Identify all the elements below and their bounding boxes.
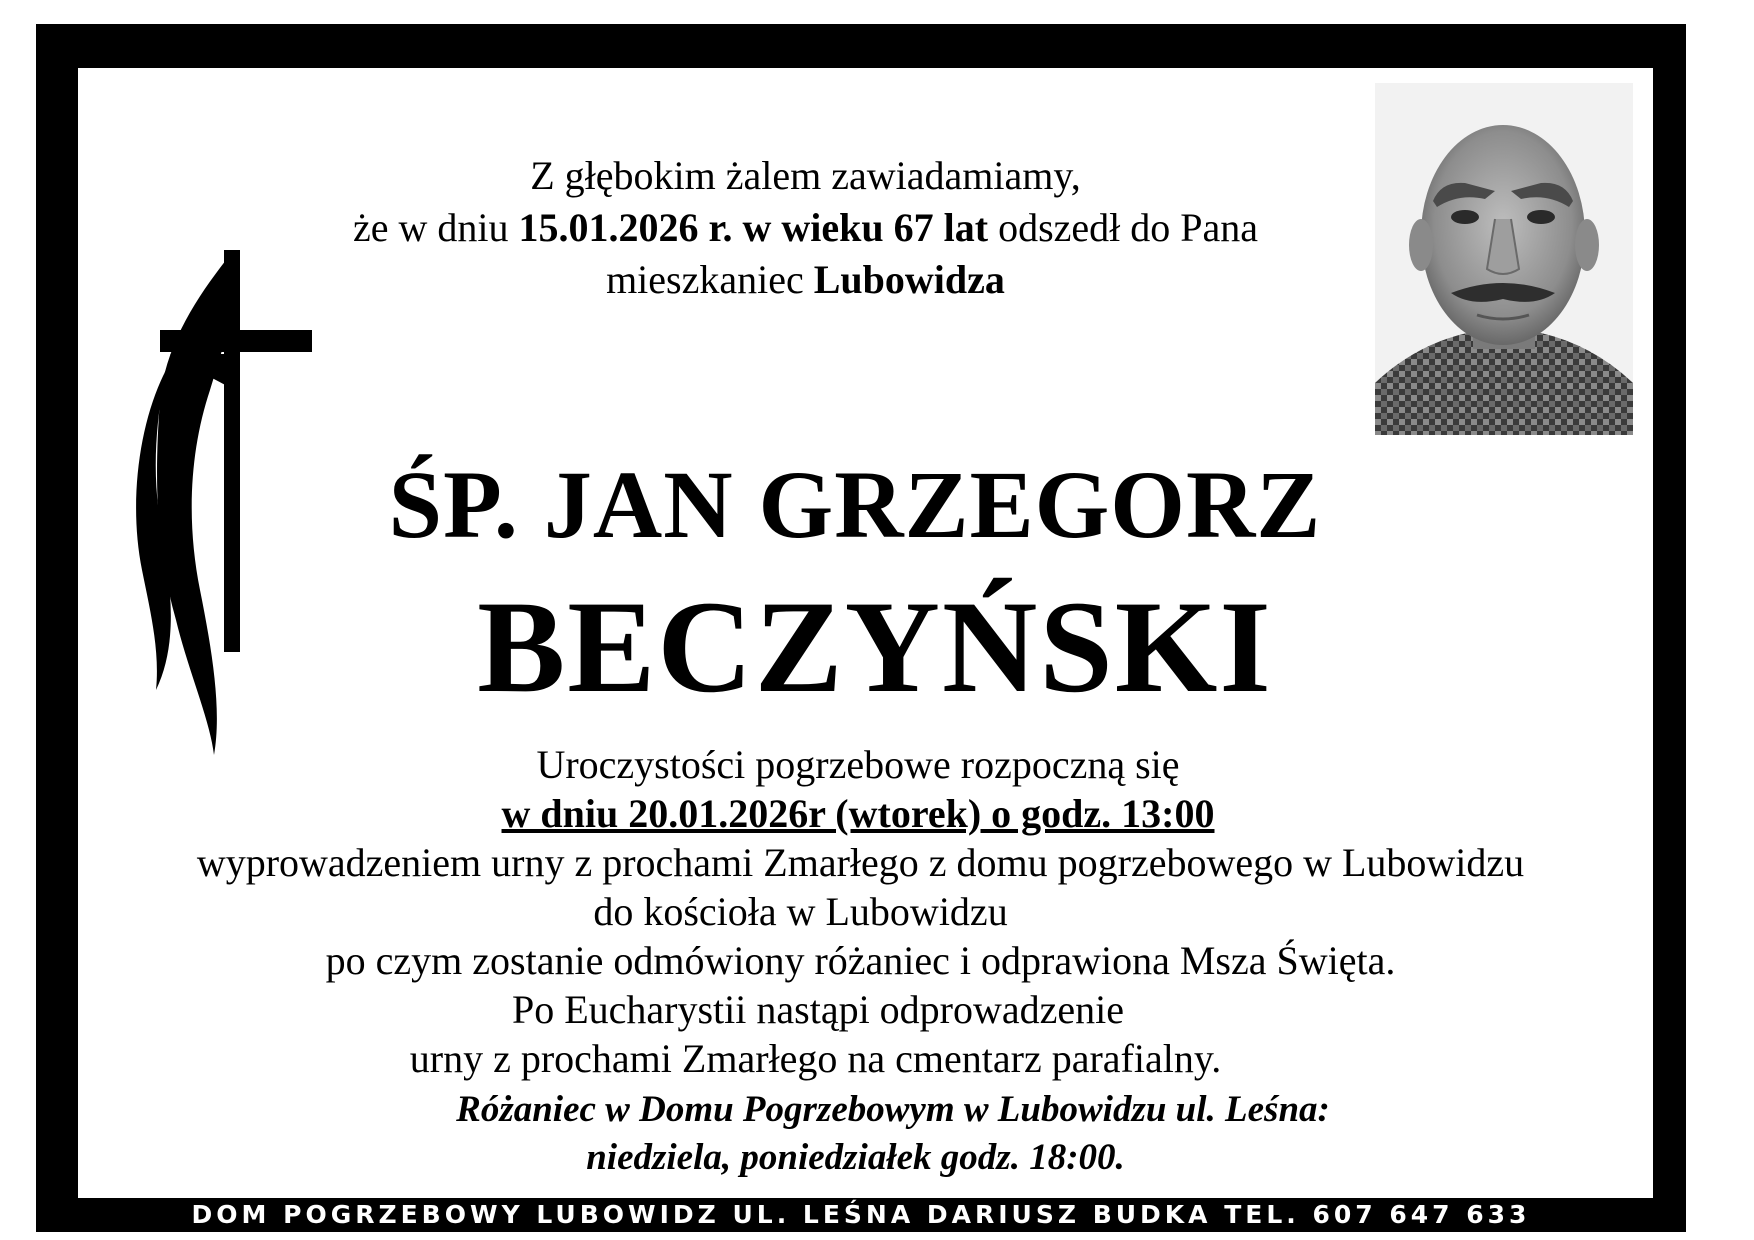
details-line-5: po czym zostanie odmówiony różaniec i odprawiona Msza Święta. xyxy=(325,938,1396,983)
intro-line-2-pre: że w dniu xyxy=(352,205,519,250)
death-date-age: 15.01.2026 r. w wieku 67 lat xyxy=(518,205,989,250)
rosary-info xyxy=(78,1086,1653,1182)
intro-line-1: Z głębokim żalem zawiadamiamy, xyxy=(530,153,1081,198)
intro-line-3-pre: mieszkaniec xyxy=(606,257,814,302)
details-line-6: Po Eucharystii nastąpi odprowadzenie xyxy=(511,987,1125,1032)
portrait-photo xyxy=(1375,83,1633,435)
portrait-photo-svg xyxy=(1375,83,1633,435)
details-line-4: do kościoła w Lubowidzu xyxy=(593,889,1008,934)
details-line-1: Uroczystości pogrzebowe rozpoczną się xyxy=(536,742,1180,787)
deceased-surname: BECZYŃSKI xyxy=(477,573,1273,720)
details-line-7: urny z prochami Zmarłego na cmentarz parafialny. xyxy=(409,1036,1222,1081)
details-line-3: wyprowadzeniem urny z prochami Zmarłego z domu pogrzebowego w Lubowidzu xyxy=(196,840,1525,885)
rosary-line-2: niedziela, poniedziałek godz. 18:00. xyxy=(586,1137,1125,1178)
rosary-line-1: Różaniec w Domu Pogrzebowym w Lubowidzu ul. Leśna: xyxy=(456,1089,1330,1130)
residence-town: Lubowidza xyxy=(813,257,1005,302)
intro-line-2-post: odszedł do Pana xyxy=(988,205,1259,250)
deceased-first-names: ŚP. JAN GRZEGORZ xyxy=(388,451,1322,558)
funeral-details xyxy=(78,740,1653,1083)
funeral-home-footer: DOM POGRZEBOWY LUBOWIDZ UL. LEŚNA DARIUSZ BUDKA TEL. 607 647 633 xyxy=(191,1200,1531,1229)
funeral-date-time: w dniu 20.01.2026r (wtorek) o godz. 13:00 xyxy=(501,791,1215,836)
